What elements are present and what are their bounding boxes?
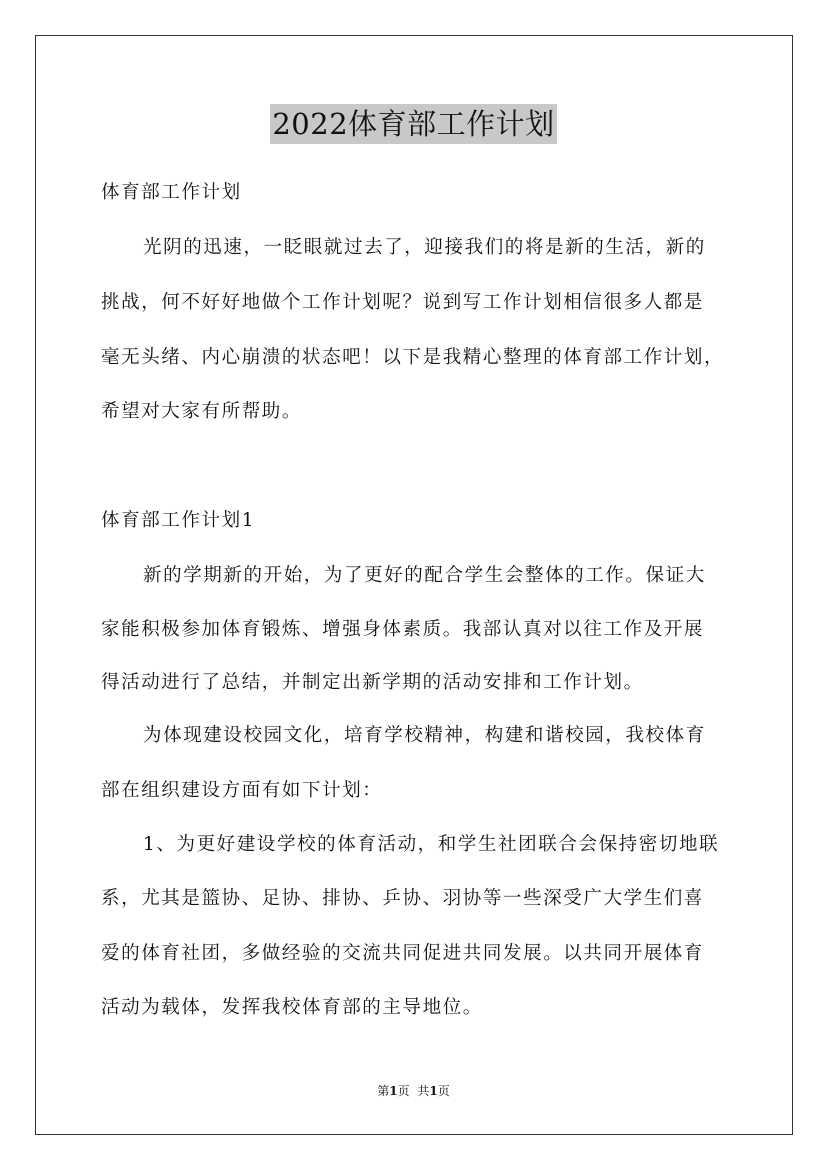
intro-line: 光阴的迅速，一眨眼就过去了，迎接我们的将是新的生活，新的 xyxy=(143,237,706,258)
section-heading: 体育部工作计划1 xyxy=(101,510,256,531)
footer-total-prefix: 共 xyxy=(417,1084,430,1098)
paragraph-line: 家能积极参加体育锻炼、增强身体素质。我部认真对以往工作及开展 xyxy=(101,619,705,640)
paragraph-line: 1、为更好建设学校的体育活动，和学生社团联合会保持密切地联 xyxy=(143,834,720,855)
paragraph-line: 活动为载体，发挥我校体育部的主导地位。 xyxy=(101,997,483,1018)
intro-line: 挑战，何不好好地做个工作计划呢？说到写工作计划相信很多人都是 xyxy=(101,292,705,313)
page-footer xyxy=(0,1083,827,1099)
paragraph-line: 得活动进行了总结，并制定出新学期的活动安排和工作计划。 xyxy=(101,672,644,693)
intro-line: 毫无头绪、内心崩溃的状态吧！以下是我精心整理的体育部工作计划， xyxy=(101,347,725,368)
paragraph-line: 爱的体育社团，多做经验的交流共同促进共同发展。以共同开展体育 xyxy=(101,943,705,964)
paragraph-line: 新的学期新的开始，为了更好的配合学生会整体的工作。保证大 xyxy=(143,565,706,586)
footer-page-suffix: 页 xyxy=(397,1084,410,1098)
footer-total-suffix: 页 xyxy=(437,1084,450,1098)
paragraph-line: 系，尤其是篮协、足协、排协、乒协、羽协等一些深受广大学生们喜 xyxy=(101,888,705,909)
title-wrap xyxy=(0,104,827,144)
paragraph-line: 为体现建设校园文化，培育学校精神，构建和谐校园，我校体育 xyxy=(143,725,706,746)
footer-total-pages: 1 xyxy=(429,1084,438,1098)
intro-line: 希望对大家有所帮助。 xyxy=(101,401,303,422)
footer-page-prefix: 第 xyxy=(377,1084,390,1098)
paragraph-line: 部在组织建设方面有如下计划： xyxy=(101,780,383,801)
document-title: 2022体育部工作计划 xyxy=(270,104,556,144)
footer-page-number: 1 xyxy=(389,1084,398,1098)
section-heading: 体育部工作计划 xyxy=(101,182,242,203)
